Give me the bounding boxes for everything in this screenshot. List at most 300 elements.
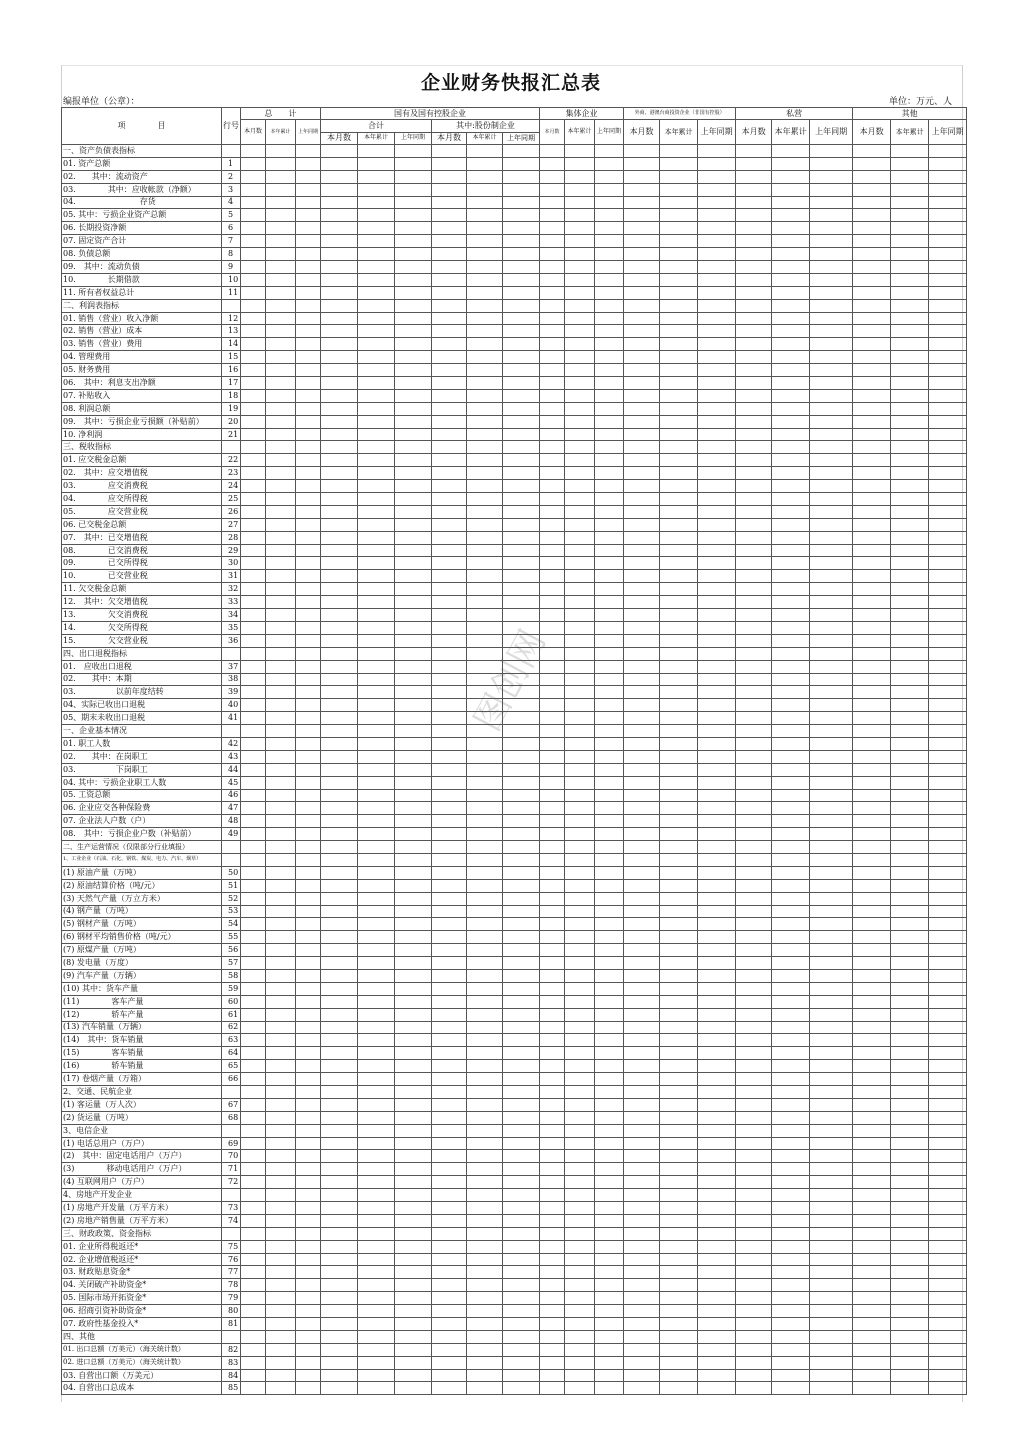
value-cell[interactable] [853, 389, 891, 402]
value-cell[interactable] [660, 248, 698, 261]
value-cell[interactable] [296, 583, 321, 596]
value-cell[interactable] [395, 248, 432, 261]
value-cell[interactable] [432, 1111, 467, 1124]
value-cell[interactable] [321, 222, 358, 235]
value-cell[interactable] [891, 1382, 929, 1395]
value-cell[interactable] [698, 982, 736, 995]
value-cell[interactable] [853, 1060, 891, 1073]
value-cell[interactable] [296, 621, 321, 634]
value-cell[interactable] [624, 712, 660, 725]
value-cell[interactable] [358, 389, 395, 402]
value-cell[interactable] [929, 248, 967, 261]
value-cell[interactable] [624, 1305, 660, 1318]
value-cell[interactable] [929, 1240, 967, 1253]
value-cell[interactable] [395, 944, 432, 957]
value-cell[interactable] [772, 170, 810, 183]
value-cell[interactable] [736, 209, 772, 222]
value-cell[interactable] [358, 660, 395, 673]
value-cell[interactable] [565, 866, 595, 879]
value-cell[interactable] [540, 673, 565, 686]
value-cell[interactable] [660, 776, 698, 789]
value-cell[interactable] [358, 1189, 395, 1202]
value-cell[interactable] [624, 325, 660, 338]
value-cell[interactable] [358, 918, 395, 931]
value-cell[interactable] [565, 634, 595, 647]
value-cell[interactable] [296, 389, 321, 402]
value-cell[interactable] [929, 1021, 967, 1034]
value-cell[interactable] [853, 1034, 891, 1047]
value-cell[interactable] [624, 1176, 660, 1189]
value-cell[interactable] [266, 634, 296, 647]
value-cell[interactable] [660, 750, 698, 763]
value-cell[interactable] [467, 866, 503, 879]
value-cell[interactable] [772, 286, 810, 299]
value-cell[interactable] [810, 583, 853, 596]
value-cell[interactable] [853, 583, 891, 596]
value-cell[interactable] [929, 660, 967, 673]
value-cell[interactable] [432, 557, 467, 570]
value-cell[interactable] [432, 815, 467, 828]
value-cell[interactable] [395, 570, 432, 583]
value-cell[interactable] [698, 467, 736, 480]
value-cell[interactable] [929, 763, 967, 776]
value-cell[interactable] [540, 1343, 565, 1356]
value-cell[interactable] [660, 351, 698, 364]
value-cell[interactable] [503, 1034, 540, 1047]
value-cell[interactable] [698, 222, 736, 235]
value-cell[interactable] [929, 1073, 967, 1086]
value-cell[interactable] [565, 312, 595, 325]
value-cell[interactable] [660, 1214, 698, 1227]
value-cell[interactable] [358, 1034, 395, 1047]
value-cell[interactable] [503, 1369, 540, 1382]
value-cell[interactable] [565, 969, 595, 982]
value-cell[interactable] [503, 1137, 540, 1150]
value-cell[interactable] [660, 389, 698, 402]
value-cell[interactable] [929, 222, 967, 235]
value-cell[interactable] [241, 235, 266, 248]
value-cell[interactable] [772, 853, 810, 866]
value-cell[interactable] [891, 1008, 929, 1021]
value-cell[interactable] [432, 969, 467, 982]
value-cell[interactable] [565, 750, 595, 763]
value-cell[interactable] [432, 750, 467, 763]
value-cell[interactable] [241, 828, 266, 841]
value-cell[interactable] [540, 209, 565, 222]
value-cell[interactable] [395, 866, 432, 879]
value-cell[interactable] [565, 441, 595, 454]
value-cell[interactable] [929, 441, 967, 454]
value-cell[interactable] [595, 1266, 624, 1279]
value-cell[interactable] [540, 1086, 565, 1099]
value-cell[interactable] [395, 918, 432, 931]
value-cell[interactable] [660, 1189, 698, 1202]
value-cell[interactable] [467, 1163, 503, 1176]
value-cell[interactable] [698, 544, 736, 557]
value-cell[interactable] [891, 1305, 929, 1318]
value-cell[interactable] [296, 222, 321, 235]
value-cell[interactable] [565, 892, 595, 905]
value-cell[interactable] [810, 634, 853, 647]
value-cell[interactable] [321, 583, 358, 596]
value-cell[interactable] [241, 299, 266, 312]
value-cell[interactable] [503, 248, 540, 261]
value-cell[interactable] [595, 995, 624, 1008]
value-cell[interactable] [540, 763, 565, 776]
value-cell[interactable] [266, 235, 296, 248]
value-cell[interactable] [929, 609, 967, 622]
value-cell[interactable] [296, 428, 321, 441]
value-cell[interactable] [565, 931, 595, 944]
value-cell[interactable] [853, 402, 891, 415]
value-cell[interactable] [503, 235, 540, 248]
value-cell[interactable] [891, 454, 929, 467]
value-cell[interactable] [624, 557, 660, 570]
value-cell[interactable] [736, 144, 772, 157]
value-cell[interactable] [772, 1073, 810, 1086]
value-cell[interactable] [565, 454, 595, 467]
value-cell[interactable] [772, 712, 810, 725]
value-cell[interactable] [432, 441, 467, 454]
value-cell[interactable] [503, 660, 540, 673]
value-cell[interactable] [698, 763, 736, 776]
value-cell[interactable] [565, 557, 595, 570]
value-cell[interactable] [241, 621, 266, 634]
value-cell[interactable] [810, 699, 853, 712]
value-cell[interactable] [698, 1124, 736, 1137]
value-cell[interactable] [736, 841, 772, 854]
value-cell[interactable] [296, 944, 321, 957]
value-cell[interactable] [624, 544, 660, 557]
value-cell[interactable] [296, 866, 321, 879]
value-cell[interactable] [358, 596, 395, 609]
value-cell[interactable] [565, 815, 595, 828]
value-cell[interactable] [698, 1073, 736, 1086]
value-cell[interactable] [467, 454, 503, 467]
value-cell[interactable] [595, 969, 624, 982]
value-cell[interactable] [772, 596, 810, 609]
value-cell[interactable] [432, 944, 467, 957]
value-cell[interactable] [540, 1214, 565, 1227]
value-cell[interactable] [736, 1086, 772, 1099]
value-cell[interactable] [358, 866, 395, 879]
value-cell[interactable] [540, 1305, 565, 1318]
value-cell[interactable] [467, 299, 503, 312]
value-cell[interactable] [241, 1266, 266, 1279]
value-cell[interactable] [853, 815, 891, 828]
value-cell[interactable] [772, 699, 810, 712]
value-cell[interactable] [853, 1266, 891, 1279]
value-cell[interactable] [432, 1176, 467, 1189]
value-cell[interactable] [358, 1266, 395, 1279]
value-cell[interactable] [503, 982, 540, 995]
value-cell[interactable] [772, 1279, 810, 1292]
value-cell[interactable] [241, 673, 266, 686]
value-cell[interactable] [503, 1202, 540, 1215]
value-cell[interactable] [772, 647, 810, 660]
value-cell[interactable] [810, 1086, 853, 1099]
value-cell[interactable] [540, 892, 565, 905]
value-cell[interactable] [358, 493, 395, 506]
value-cell[interactable] [503, 931, 540, 944]
value-cell[interactable] [540, 1266, 565, 1279]
value-cell[interactable] [624, 918, 660, 931]
value-cell[interactable] [595, 609, 624, 622]
value-cell[interactable] [467, 480, 503, 493]
value-cell[interactable] [241, 596, 266, 609]
value-cell[interactable] [321, 1292, 358, 1305]
value-cell[interactable] [772, 737, 810, 750]
value-cell[interactable] [241, 518, 266, 531]
value-cell[interactable] [540, 712, 565, 725]
value-cell[interactable] [810, 493, 853, 506]
value-cell[interactable] [241, 338, 266, 351]
value-cell[interactable] [358, 982, 395, 995]
value-cell[interactable] [503, 480, 540, 493]
value-cell[interactable] [565, 660, 595, 673]
value-cell[interactable] [296, 776, 321, 789]
value-cell[interactable] [266, 312, 296, 325]
value-cell[interactable] [624, 621, 660, 634]
value-cell[interactable] [540, 1253, 565, 1266]
value-cell[interactable] [660, 1060, 698, 1073]
value-cell[interactable] [296, 982, 321, 995]
value-cell[interactable] [698, 944, 736, 957]
value-cell[interactable] [810, 377, 853, 390]
value-cell[interactable] [853, 789, 891, 802]
value-cell[interactable] [929, 557, 967, 570]
value-cell[interactable] [929, 944, 967, 957]
value-cell[interactable] [321, 1382, 358, 1395]
value-cell[interactable] [565, 944, 595, 957]
value-cell[interactable] [624, 441, 660, 454]
value-cell[interactable] [266, 1202, 296, 1215]
value-cell[interactable] [595, 712, 624, 725]
value-cell[interactable] [698, 1292, 736, 1305]
value-cell[interactable] [810, 815, 853, 828]
value-cell[interactable] [595, 866, 624, 879]
value-cell[interactable] [540, 364, 565, 377]
value-cell[interactable] [660, 931, 698, 944]
value-cell[interactable] [853, 454, 891, 467]
value-cell[interactable] [660, 144, 698, 157]
value-cell[interactable] [929, 815, 967, 828]
value-cell[interactable] [395, 957, 432, 970]
value-cell[interactable] [358, 1073, 395, 1086]
value-cell[interactable] [624, 1266, 660, 1279]
value-cell[interactable] [736, 222, 772, 235]
value-cell[interactable] [241, 763, 266, 776]
value-cell[interactable] [540, 969, 565, 982]
value-cell[interactable] [698, 737, 736, 750]
value-cell[interactable] [432, 518, 467, 531]
value-cell[interactable] [503, 1008, 540, 1021]
value-cell[interactable] [772, 196, 810, 209]
value-cell[interactable] [296, 892, 321, 905]
value-cell[interactable] [891, 196, 929, 209]
value-cell[interactable] [660, 273, 698, 286]
value-cell[interactable] [296, 505, 321, 518]
value-cell[interactable] [595, 725, 624, 738]
value-cell[interactable] [595, 505, 624, 518]
value-cell[interactable] [772, 1356, 810, 1369]
value-cell[interactable] [772, 518, 810, 531]
value-cell[interactable] [395, 892, 432, 905]
value-cell[interactable] [853, 1098, 891, 1111]
value-cell[interactable] [891, 402, 929, 415]
value-cell[interactable] [467, 312, 503, 325]
value-cell[interactable] [736, 1356, 772, 1369]
value-cell[interactable] [432, 982, 467, 995]
value-cell[interactable] [395, 621, 432, 634]
value-cell[interactable] [467, 1202, 503, 1215]
value-cell[interactable] [736, 905, 772, 918]
value-cell[interactable] [241, 931, 266, 944]
value-cell[interactable] [321, 261, 358, 274]
value-cell[interactable] [853, 183, 891, 196]
value-cell[interactable] [565, 209, 595, 222]
value-cell[interactable] [321, 686, 358, 699]
value-cell[interactable] [698, 647, 736, 660]
value-cell[interactable] [503, 1163, 540, 1176]
value-cell[interactable] [241, 1240, 266, 1253]
value-cell[interactable] [660, 879, 698, 892]
value-cell[interactable] [660, 338, 698, 351]
value-cell[interactable] [698, 905, 736, 918]
value-cell[interactable] [891, 802, 929, 815]
value-cell[interactable] [432, 402, 467, 415]
value-cell[interactable] [660, 1021, 698, 1034]
value-cell[interactable] [432, 209, 467, 222]
value-cell[interactable] [698, 1098, 736, 1111]
value-cell[interactable] [321, 1086, 358, 1099]
value-cell[interactable] [565, 338, 595, 351]
value-cell[interactable] [432, 905, 467, 918]
value-cell[interactable] [540, 1227, 565, 1240]
value-cell[interactable] [660, 1369, 698, 1382]
value-cell[interactable] [810, 325, 853, 338]
value-cell[interactable] [595, 699, 624, 712]
value-cell[interactable] [698, 1202, 736, 1215]
value-cell[interactable] [266, 389, 296, 402]
value-cell[interactable] [266, 853, 296, 866]
value-cell[interactable] [540, 273, 565, 286]
value-cell[interactable] [503, 583, 540, 596]
value-cell[interactable] [929, 505, 967, 518]
value-cell[interactable] [266, 1124, 296, 1137]
value-cell[interactable] [624, 866, 660, 879]
value-cell[interactable] [467, 415, 503, 428]
value-cell[interactable] [241, 1060, 266, 1073]
value-cell[interactable] [540, 815, 565, 828]
value-cell[interactable] [891, 634, 929, 647]
value-cell[interactable] [891, 1073, 929, 1086]
value-cell[interactable] [467, 879, 503, 892]
value-cell[interactable] [624, 351, 660, 364]
value-cell[interactable] [891, 737, 929, 750]
value-cell[interactable] [772, 261, 810, 274]
value-cell[interactable] [321, 634, 358, 647]
value-cell[interactable] [266, 1253, 296, 1266]
value-cell[interactable] [853, 725, 891, 738]
value-cell[interactable] [540, 441, 565, 454]
value-cell[interactable] [540, 905, 565, 918]
value-cell[interactable] [540, 286, 565, 299]
value-cell[interactable] [395, 493, 432, 506]
value-cell[interactable] [853, 905, 891, 918]
value-cell[interactable] [853, 557, 891, 570]
value-cell[interactable] [241, 879, 266, 892]
value-cell[interactable] [358, 1382, 395, 1395]
value-cell[interactable] [810, 1266, 853, 1279]
value-cell[interactable] [565, 1111, 595, 1124]
value-cell[interactable] [432, 170, 467, 183]
value-cell[interactable] [853, 853, 891, 866]
value-cell[interactable] [565, 982, 595, 995]
value-cell[interactable] [891, 1150, 929, 1163]
value-cell[interactable] [266, 712, 296, 725]
value-cell[interactable] [321, 699, 358, 712]
value-cell[interactable] [503, 647, 540, 660]
value-cell[interactable] [660, 699, 698, 712]
value-cell[interactable] [503, 183, 540, 196]
value-cell[interactable] [853, 299, 891, 312]
value-cell[interactable] [891, 209, 929, 222]
value-cell[interactable] [467, 660, 503, 673]
value-cell[interactable] [929, 957, 967, 970]
value-cell[interactable] [395, 1227, 432, 1240]
value-cell[interactable] [698, 609, 736, 622]
value-cell[interactable] [772, 1382, 810, 1395]
value-cell[interactable] [736, 1292, 772, 1305]
value-cell[interactable] [929, 1330, 967, 1343]
value-cell[interactable] [266, 1060, 296, 1073]
value-cell[interactable] [321, 931, 358, 944]
value-cell[interactable] [358, 944, 395, 957]
value-cell[interactable] [503, 841, 540, 854]
value-cell[interactable] [660, 583, 698, 596]
value-cell[interactable] [810, 802, 853, 815]
value-cell[interactable] [266, 505, 296, 518]
value-cell[interactable] [929, 1163, 967, 1176]
value-cell[interactable] [321, 1189, 358, 1202]
value-cell[interactable] [321, 815, 358, 828]
value-cell[interactable] [660, 1086, 698, 1099]
value-cell[interactable] [321, 1318, 358, 1331]
value-cell[interactable] [395, 673, 432, 686]
value-cell[interactable] [395, 428, 432, 441]
value-cell[interactable] [296, 1356, 321, 1369]
value-cell[interactable] [660, 531, 698, 544]
value-cell[interactable] [395, 1189, 432, 1202]
value-cell[interactable] [241, 286, 266, 299]
value-cell[interactable] [853, 957, 891, 970]
value-cell[interactable] [736, 712, 772, 725]
value-cell[interactable] [772, 299, 810, 312]
value-cell[interactable] [395, 879, 432, 892]
value-cell[interactable] [736, 634, 772, 647]
value-cell[interactable] [540, 866, 565, 879]
value-cell[interactable] [772, 776, 810, 789]
value-cell[interactable] [358, 377, 395, 390]
value-cell[interactable] [736, 1098, 772, 1111]
value-cell[interactable] [772, 1253, 810, 1266]
value-cell[interactable] [432, 493, 467, 506]
value-cell[interactable] [698, 1305, 736, 1318]
value-cell[interactable] [321, 351, 358, 364]
value-cell[interactable] [241, 1305, 266, 1318]
value-cell[interactable] [296, 1279, 321, 1292]
